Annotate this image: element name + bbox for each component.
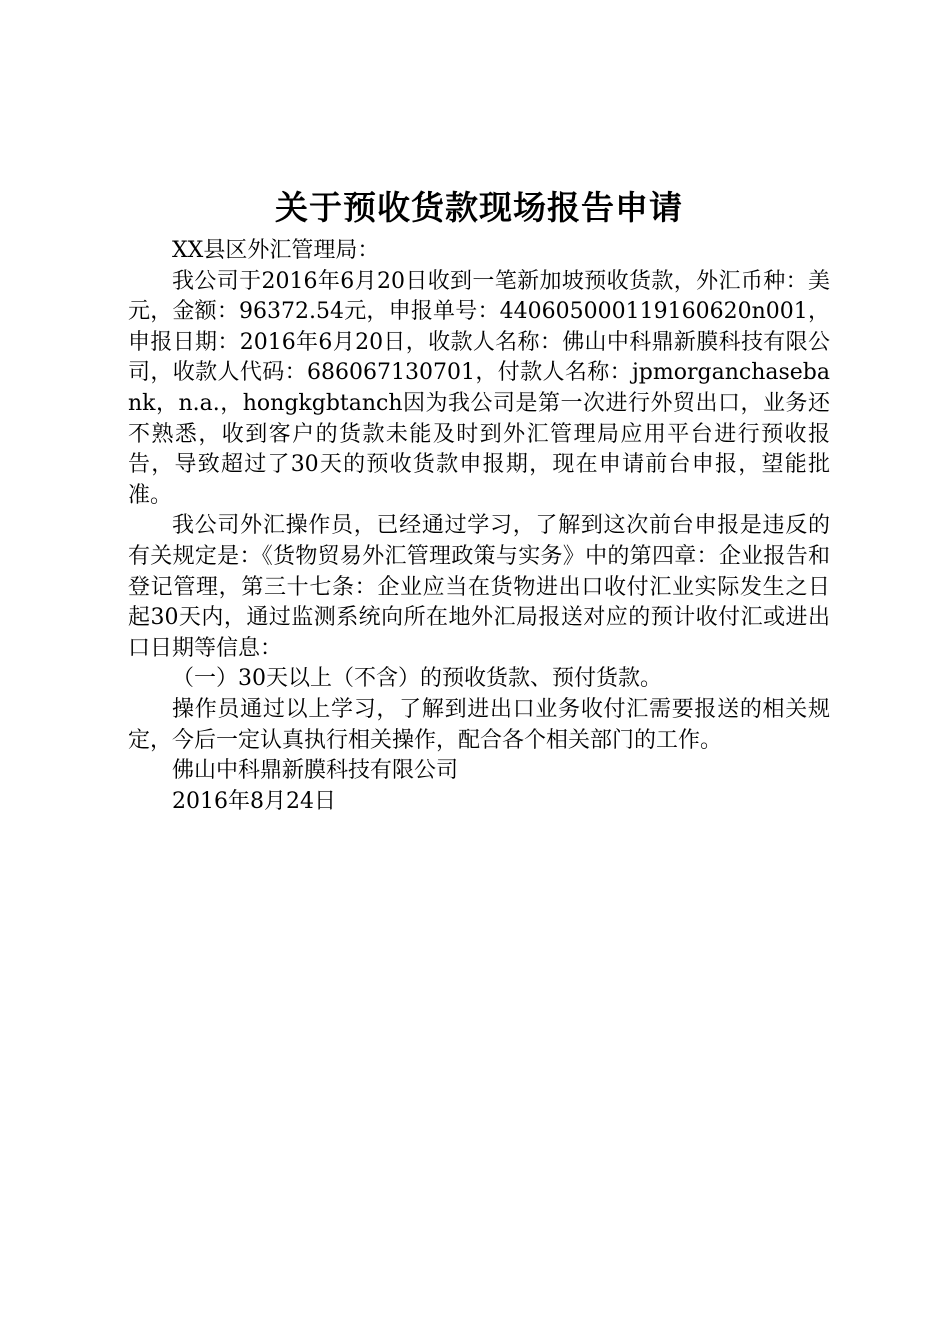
paragraph-clause: （一）30天以上（不含）的预收货款、预付货款。 <box>172 666 662 692</box>
signature-date: 2016年8月24日 <box>172 788 336 814</box>
paragraph-commitment: 操作员通过以上学习，了解到进出口业务收付汇需要报送的相关规定，今后一定认真执行相关操作，配合各个相关部门的工作。 <box>128 696 830 753</box>
signature-company: 佛山中科鼎新膜科技有限公司 <box>172 758 459 784</box>
paragraph-application: 我公司于2016年6月20日收到一笔新加坡预收货款，外汇币种：美元，金额：96372.54元，申报单号：440605000119160620n001，申报日期：2016年6月20日，收款人名称：佛山中科鼎新膜科技有限公司，收款人代码：686067130701，付款人名称：jpmorganchasebank，n.a.，hongkgbtanch因为我公司是第一次进行外贸出口，业务还不熟悉，收到客户的货款未能及时到外汇管理局应用平台进行预收报告，导致超过了30天的预收货款申报期，现在申请前台申报，望能批准。 <box>128 268 830 508</box>
document-title: 关于预收货款现场报告申请 <box>275 188 683 227</box>
document-body <box>128 186 830 817</box>
paragraph-regulation: 我公司外汇操作员，已经通过学习，了解到这次前台申报是违反的有关规定是：《货物贸易外汇管理政策与实务》中的第四章：企业报告和登记管理，第三十七条：企业应当在货物进出口收付汇业实际发生之日起30天内，通过监测系统向所在地外汇局报送对应的预计收付汇或进出口日期等信息： <box>128 513 830 661</box>
salutation: XX县区外汇管理局： <box>172 238 380 263</box>
